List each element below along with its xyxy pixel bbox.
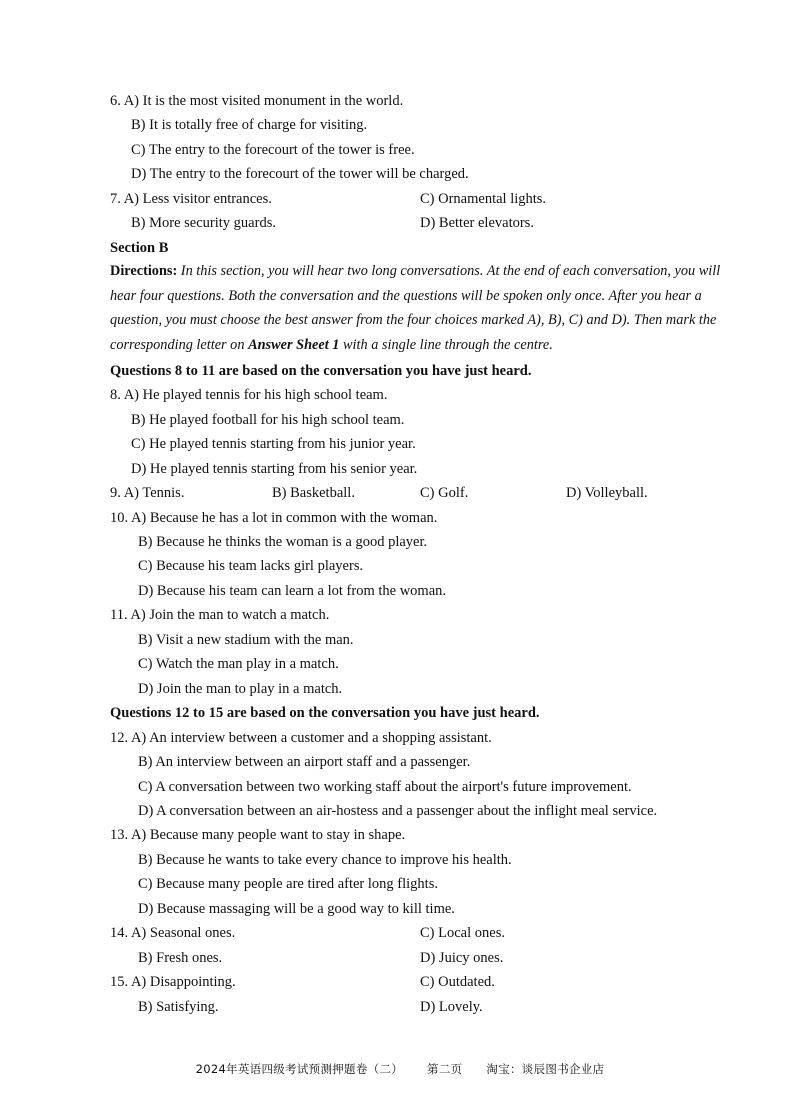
question-number: 13. — [110, 827, 129, 843]
option-text: A) Seasonal ones. — [130, 925, 236, 941]
option-text: A) Tennis. — [123, 485, 185, 501]
option-text: A) Because many people want to stay in shape. — [130, 827, 406, 843]
group-heading-8-11: Questions 8 to 11 are based on the conversation you have just heard. — [110, 363, 532, 379]
option-text: A) An interview between a customer and a shopping assistant. — [130, 730, 492, 746]
question-8-option-b: B) He played football for his high school team. — [131, 412, 405, 428]
question-9-option-b: B) Basketball. — [272, 485, 355, 501]
group-heading-12-15: Questions 12 to 15 are based on the conversation you have just heard. — [110, 705, 540, 721]
footer-shop: 淘宝：谈辰图书企业店 — [486, 1062, 605, 1076]
question-7-option-d: D) Better elevators. — [420, 215, 534, 231]
option-text: A) It is the most visited monument in the world. — [123, 93, 404, 109]
directions-text: In this section, you will hear two long conversations. At the end of each conversation, you will hear four questions. Both the conversation and the questions will be spoken only once. After you hear a question, you must choose the best answer from the four choices marked A), B), C) and D). Then mark the corresponding letter on — [110, 263, 721, 353]
question-14-option-b: B) Fresh ones. — [138, 950, 223, 966]
option-text: A) Less visitor entrances. — [123, 191, 272, 207]
question-10-option-b: B) Because he thinks the woman is a good player. — [138, 534, 428, 550]
question-13-option-a — [110, 826, 405, 844]
section-b-title: Section B — [110, 240, 169, 256]
option-text: A) Join the man to watch a match. — [130, 607, 330, 623]
question-8-option-a — [110, 386, 387, 404]
question-8-option-c: C) He played tennis starting from his junior year. — [131, 436, 416, 452]
option-text: A) He played tennis for his high school team. — [123, 387, 388, 403]
question-6-option-d: D) The entry to the forecourt of the tower will be charged. — [131, 166, 469, 182]
option-text: A) Because he has a lot in common with the woman. — [130, 510, 438, 526]
question-number: 8. — [110, 387, 121, 403]
option-text: A) Disappointing. — [130, 974, 236, 990]
question-11-option-c: C) Watch the man play in a match. — [138, 656, 339, 672]
footer-page-label: 第二页 — [427, 1062, 463, 1076]
question-14-option-d: D) Juicy ones. — [420, 950, 504, 966]
question-9-option-a — [110, 484, 184, 502]
question-7-option-b: B) More security guards. — [131, 215, 276, 231]
question-13-option-b: B) Because he wants to take every chance to improve his health. — [138, 852, 512, 868]
question-15-option-b: B) Satisfying. — [138, 999, 219, 1015]
question-13-option-c: C) Because many people are tired after long flights. — [138, 876, 438, 892]
question-number: 9. — [110, 485, 121, 501]
question-number: 10. — [110, 510, 129, 526]
question-14-option-c: C) Local ones. — [420, 925, 505, 941]
question-13-option-d: D) Because massaging will be a good way to kill time. — [138, 901, 455, 917]
question-number: 14. — [110, 925, 129, 941]
question-15-option-a — [110, 973, 236, 991]
question-10-option-d: D) Because his team can learn a lot from the woman. — [138, 583, 447, 599]
page-footer — [0, 1061, 800, 1077]
directions-text-end: with a single line through the centre. — [339, 336, 553, 353]
answer-sheet-label: Answer Sheet 1 — [248, 336, 340, 353]
question-8-option-d: D) He played tennis starting from his senior year. — [131, 461, 418, 477]
section-b-directions — [110, 259, 722, 357]
question-11-option-b: B) Visit a new stadium with the man. — [138, 632, 354, 648]
question-6-option-b: B) It is totally free of charge for visiting. — [131, 117, 368, 133]
question-number: 7. — [110, 191, 121, 207]
question-10-option-c: C) Because his team lacks girl players. — [138, 558, 364, 574]
question-number: 12. — [110, 730, 129, 746]
question-12-option-b: B) An interview between an airport staff and a passenger. — [138, 754, 471, 770]
question-7-option-c: C) Ornamental lights. — [420, 191, 547, 207]
question-number: 11. — [110, 607, 128, 623]
footer-exam-title: 2024年英语四级考试预测押题卷（二） — [195, 1062, 404, 1076]
question-15-option-d: D) Lovely. — [420, 999, 483, 1015]
question-11-option-d: D) Join the man to play in a match. — [138, 681, 343, 697]
question-7-option-a — [110, 190, 272, 208]
question-15-option-c: C) Outdated. — [420, 974, 495, 990]
question-12-option-a — [110, 729, 492, 747]
question-9-option-c: C) Golf. — [420, 485, 469, 501]
question-12-option-d: D) A conversation between an air-hostess and a passenger about the inflight meal service. — [138, 803, 658, 819]
question-6-option-c: C) The entry to the forecourt of the tower is free. — [131, 142, 415, 158]
question-number: 15. — [110, 974, 129, 990]
question-6-option-a — [110, 92, 403, 110]
question-12-option-c: C) A conversation between two working staff about the airport's future improvement. — [138, 779, 632, 795]
question-14-option-a — [110, 924, 235, 942]
question-11-option-a — [110, 606, 329, 624]
question-10-option-a — [110, 509, 437, 527]
question-number: 6. — [110, 93, 121, 109]
directions-label: Directions: — [110, 263, 178, 279]
question-9-option-d: D) Volleyball. — [566, 485, 648, 501]
